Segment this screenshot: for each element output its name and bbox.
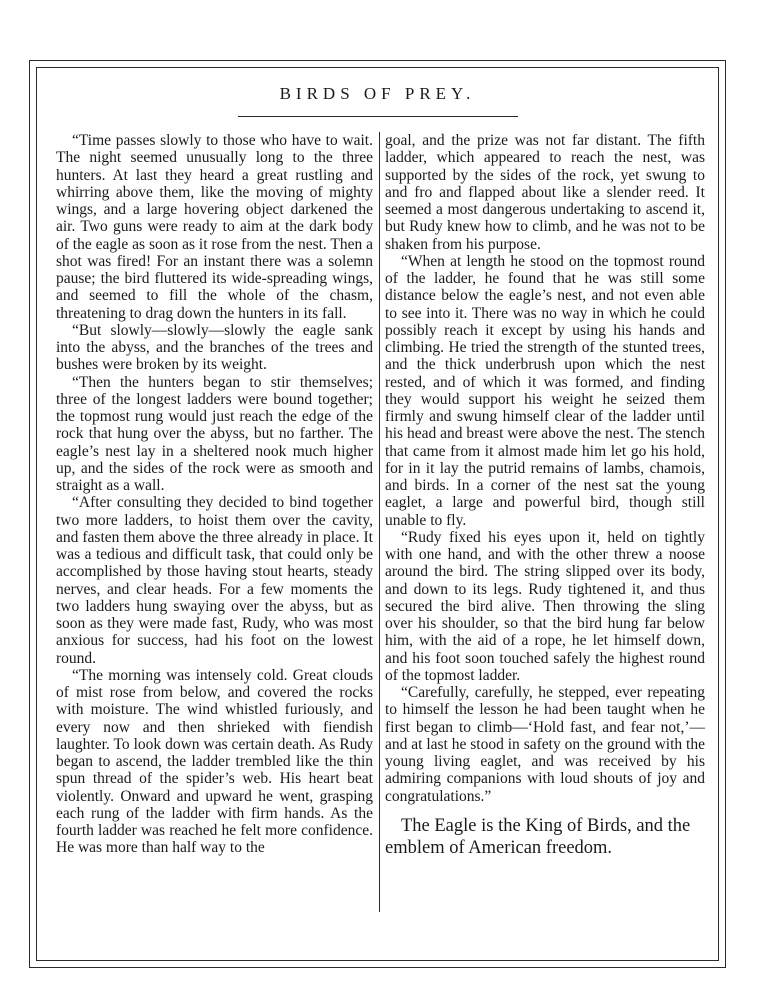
paragraph: “Rudy fixed his eyes upon it, held on tightly with one hand, and with the other threw a noose around the bird. The string slipped over its body, and down to its legs. Rudy tightened it, and thus secured the bird alive. Then throwing the sling over his shoulder, so that the bird hung far below him, with the aid of a rope, he let himself down, and his foot soon touched safely the highest round of the topmost ladder. bbox=[385, 528, 705, 684]
paragraph: “When at length he stood on the topmost round of the ladder, he found that he was still some distance below the eagle’s nest, and not even able to see into it. There was no way in which he could possibly reach it except by using his hands and climbing. He tried the strength of the stunted trees, and the thick underbrush upon which the nest rested, and of which it was formed, and finding they would support his weight he seized them firmly and swung himself clear of the ladder until his head and breast were above the nest. The stench that came from it almost made him let go his hold, for in it lay the putrid remains of lambs, chamois, and birds. In a corner of the nest sat the young eaglet, a large and powerful bird, though still unable to fly. bbox=[385, 252, 705, 529]
paragraph: “But slowly—slowly—slowly the eagle sank into the abyss, and the branches of the trees and bushes were broken by its weight. bbox=[56, 321, 373, 374]
right-column bbox=[385, 132, 705, 859]
paragraph: “After consulting they decided to bind together two more ladders, to hoist them over the cavity, and fasten them above the three already in place. It was a tedious and difficult task, that could only be accomplished by those having stout hearts, steady nerves, and clear heads. For a few moments the two ladders hung swaying over the abyss, but as soon as they were made fast, Rudy, who was most anxious for success, had his foot on the lowest round. bbox=[56, 494, 373, 667]
paragraph: “Carefully, carefully, he stepped, ever repeating to himself the lesson he had been taught when he first began to climb—‘Hold fast, and fear not,’—and at last he stood in safety on the ground with the young living eaglet, and was received by his admiring companions with loud shouts of joy and congratulations.” bbox=[385, 684, 705, 805]
column-divider bbox=[379, 132, 380, 912]
paragraph: “Time passes slowly to those who have to wait. The night seemed unusually long to the three hunters. At last they heard a great rustling and whirring above them, like the moving of mighty wings, and a large hovering object darkened the air. Two guns were ready to aim at the dark body of the eagle as soon as it rose from the nest. Then a shot was fired! For an instant there was a solemn pause; the bird fluttered its wide-spreading wings, and seemed to fill the whole of the chasm, threatening to drag down the hunters in its fall. bbox=[56, 132, 373, 322]
page-title: BIRDS OF PREY. bbox=[279, 84, 476, 103]
paragraph: “The morning was intensely cold. Great clouds of mist rose from below, and covered the rocks with moisture. The wind whistled furiously, and every now and then shrieked with fiendish laughter. To look down was certain death. As Rudy began to ascend, the ladder trembled like the thin spun thread of the spider’s web. His heart beat violently. Onward and upward he went, grasping each rung of the ladder with firm hands. As the fourth ladder was reached he felt more confidence. He was more than half way to the bbox=[56, 666, 373, 857]
paragraph: “Then the hunters began to stir themselves; three of the longest ladders were bound together; the topmost rung would just reach the edge of the rock that hung over the abyss, but no farther. The eagle’s nest lay in a sheltered nook much higher up, and the sides of the rock were as smooth and straight as a wall. bbox=[56, 373, 373, 494]
closing-statement: The Eagle is the King of Birds, and the emblem of American freedom. bbox=[385, 815, 691, 858]
paragraph-continuation: goal, and the prize was not far distant. The fifth ladder, which appeared to reach the nest, was supported by the sides of the rock, yet swung to and fro and flapped about like a slender reed. It seemed a most dangerous undertaking to ascend it, but Rudy knew how to climb, and he was not to be shaken from his purpose. bbox=[385, 132, 705, 253]
left-column bbox=[56, 132, 373, 857]
title-rule bbox=[238, 116, 518, 117]
